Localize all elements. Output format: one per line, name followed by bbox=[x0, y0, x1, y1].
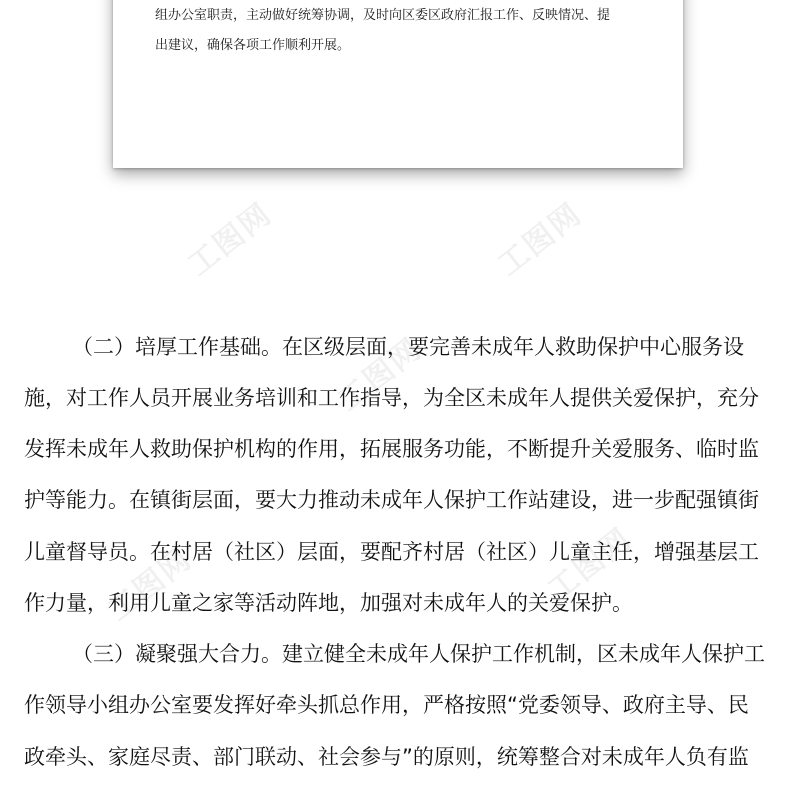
watermark: 工图网 bbox=[101, 541, 199, 629]
watermark: 工图网 bbox=[181, 196, 279, 284]
watermark: 工图网 bbox=[541, 521, 639, 609]
paragraph-line: 作力量，利用儿童之家等活动阵地，加强对未成年人的关爱保护。 bbox=[24, 591, 633, 615]
paragraph-line: 儿童督导员。在村居（社区）层面，要配齐村居（社区）儿童主任，增强基层工 bbox=[24, 540, 759, 564]
paragraph-line: 政牵头、家庭尽责、部门联动、社会参与”的原则，统筹整合对未成年人负有监 bbox=[24, 745, 749, 769]
watermark: 工图网 bbox=[331, 331, 429, 419]
card-text-line: 出建议，确保各项工作顺利开展。 bbox=[155, 38, 351, 53]
watermark: 工图网 bbox=[491, 196, 589, 284]
quote-card bbox=[113, 0, 683, 168]
paragraph-line: 护等能力。在镇街层面，要大力推动未成年人保护工作站建设，进一步配强镇街 bbox=[24, 488, 759, 512]
paragraph-line: （二）培厚工作基础。在区级层面，要完善未成年人救助保护中心服务设 bbox=[72, 335, 744, 359]
paragraph-line: 作领导小组办公室要发挥好牵头抓总作用，严格按照“党委领导、政府主导、民 bbox=[24, 693, 749, 717]
paragraph-line: 施，对工作人员开展业务培训和工作指导，为全区未成年人提供关爱保护，充分 bbox=[24, 386, 759, 410]
paragraph-line: （三）凝聚强大合力。建立健全未成年人保护工作机制，区未成年人保护工 bbox=[72, 642, 765, 666]
card-text-line: 组办公室职责，主动做好统筹协调，及时向区委区政府汇报工作、反映情况、提 bbox=[155, 8, 611, 23]
paragraph-line: 发挥未成年人救助保护机构的作用，拓展服务功能，不断提升关爱服务、临时监 bbox=[24, 437, 759, 461]
